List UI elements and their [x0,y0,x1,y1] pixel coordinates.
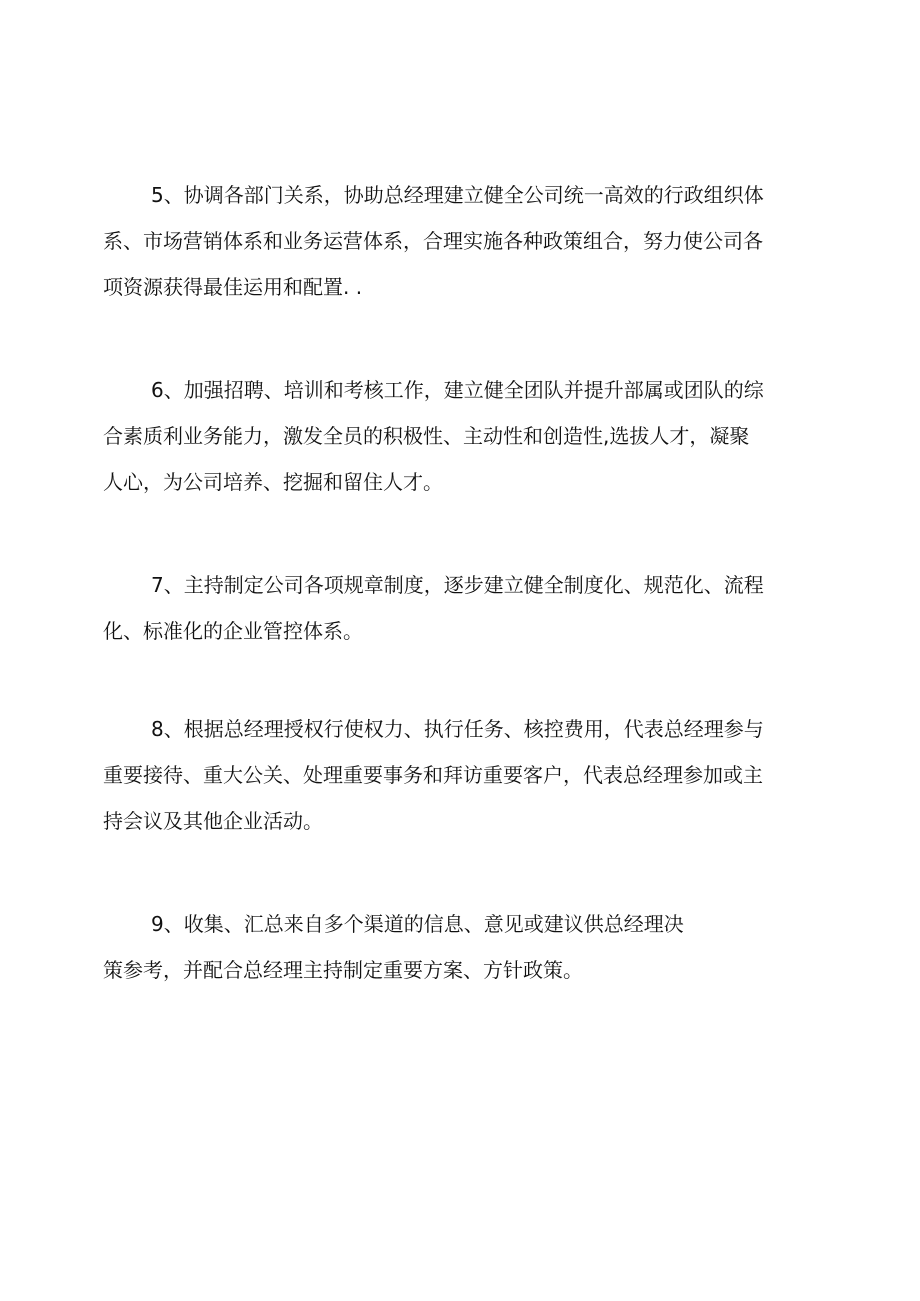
paragraph-line: 策参考，并配合总经理主持制定重要方案、方针政策。 [103,958,583,982]
paragraph-line: 重要接待、重大公关、处理重要事务和拜访重要客户，代表总经理参加或主 [103,763,763,787]
paragraph-item-7 [103,562,817,654]
paragraph-line: 系、市场营销体系和业务运营体系，合理实施各种政策组合，努力使公司各 [103,229,763,253]
paragraph-line: 7、主持制定公司各项规章制度，逐步建立健全制度化、规范化、流程 [151,573,764,597]
paragraph-line: 化、标准化的企业管控体系。 [103,619,363,643]
paragraph-line: 8、根据总经理授权行使权力、执行任务、核控费用，代表总经理参与 [151,717,764,741]
paragraph-item-5 [103,172,817,310]
paragraph-line: 9、收集、汇总来自多个渠道的信息、意见或建议供总经理决 [151,912,684,936]
paragraph-line: 人心，为公司培养、挖掘和留住人才。 [103,470,443,494]
paragraph-line: 合素质利业务能力，激发全员的积极性、主动性和创造性,选拔人才，凝聚 [103,424,750,448]
paragraph-item-9 [103,901,817,993]
paragraph-item-6 [103,367,817,505]
paragraph-line: 6、加强招聘、培训和考核工作，建立健全团队并提升部属或团队的综 [151,378,764,402]
paragraph-line: 持会议及其他企业活动。 [103,809,323,833]
paragraph-line: 5、协调各部门关系，协助总经理建立健全公司统一高效的行政组织体 [151,183,764,207]
paragraph-line: 项资源获得最佳运用和配置. . [103,275,363,299]
paragraph-item-8 [103,706,817,844]
